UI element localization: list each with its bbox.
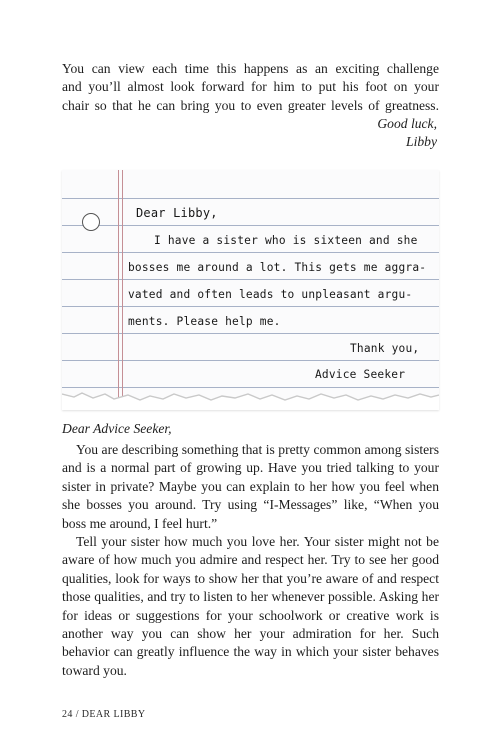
notebook-letter	[62, 170, 439, 410]
torn-paper-edge	[62, 384, 439, 410]
top-paragraph-line: and you’ll almost look forward for him to put his foot on your	[62, 79, 439, 95]
letter-body-line: ments. Please help me.	[128, 315, 281, 328]
punch-hole-icon	[82, 213, 100, 231]
top-paragraph-line: You can view each time this happens as an exciting challenge	[62, 61, 439, 76]
letter-body-line: vated and often leads to unpleasant argu-	[128, 288, 413, 301]
page-footer: 24 / DEAR LIBBY	[62, 709, 146, 720]
top-paragraph	[62, 60, 439, 115]
margin-line	[118, 170, 119, 410]
letter-greeting: Dear Libby,	[136, 206, 218, 220]
letter-signature: Advice Seeker	[315, 368, 406, 381]
letter-closing: Thank you,	[350, 342, 420, 355]
letter-body-line: bosses me around a lot. This gets me aggra-	[128, 261, 427, 274]
margin-line	[122, 170, 123, 410]
top-signoff-closing: Good luck,	[377, 116, 437, 131]
top-signoff-name: Libby	[406, 134, 437, 149]
letter-body-line: I have a sister who is sixteen and she	[154, 234, 418, 247]
reply-salutation: Dear Advice Seeker,	[62, 421, 172, 436]
reply-paragraph: Tell your sister how much you love her. Your sister might not be aware of how much you admire and respect her. Try to see her good qualities, look for ways to show her that you’re aware of and respect those qualities, and try to listen to her whenever possible. Asking her for ideas or suggestions for your schoolwork or creative work is another way you can show her your admiration for her. Such behavior can greatly influence the way in which your sister behaves toward you.	[62, 534, 439, 678]
top-paragraph-line: chair so that he can bring you to even greater levels of greatness.	[62, 97, 439, 113]
reply-paragraph: You are describing something that is pretty common among sisters and is a normal part of growing up. Have you tried talking to your sister in private? Maybe you can explain to her how you feel when she bosses you around. Try using “I-Messages” like, “When you boss me around, I feel hurt.”	[62, 442, 439, 531]
